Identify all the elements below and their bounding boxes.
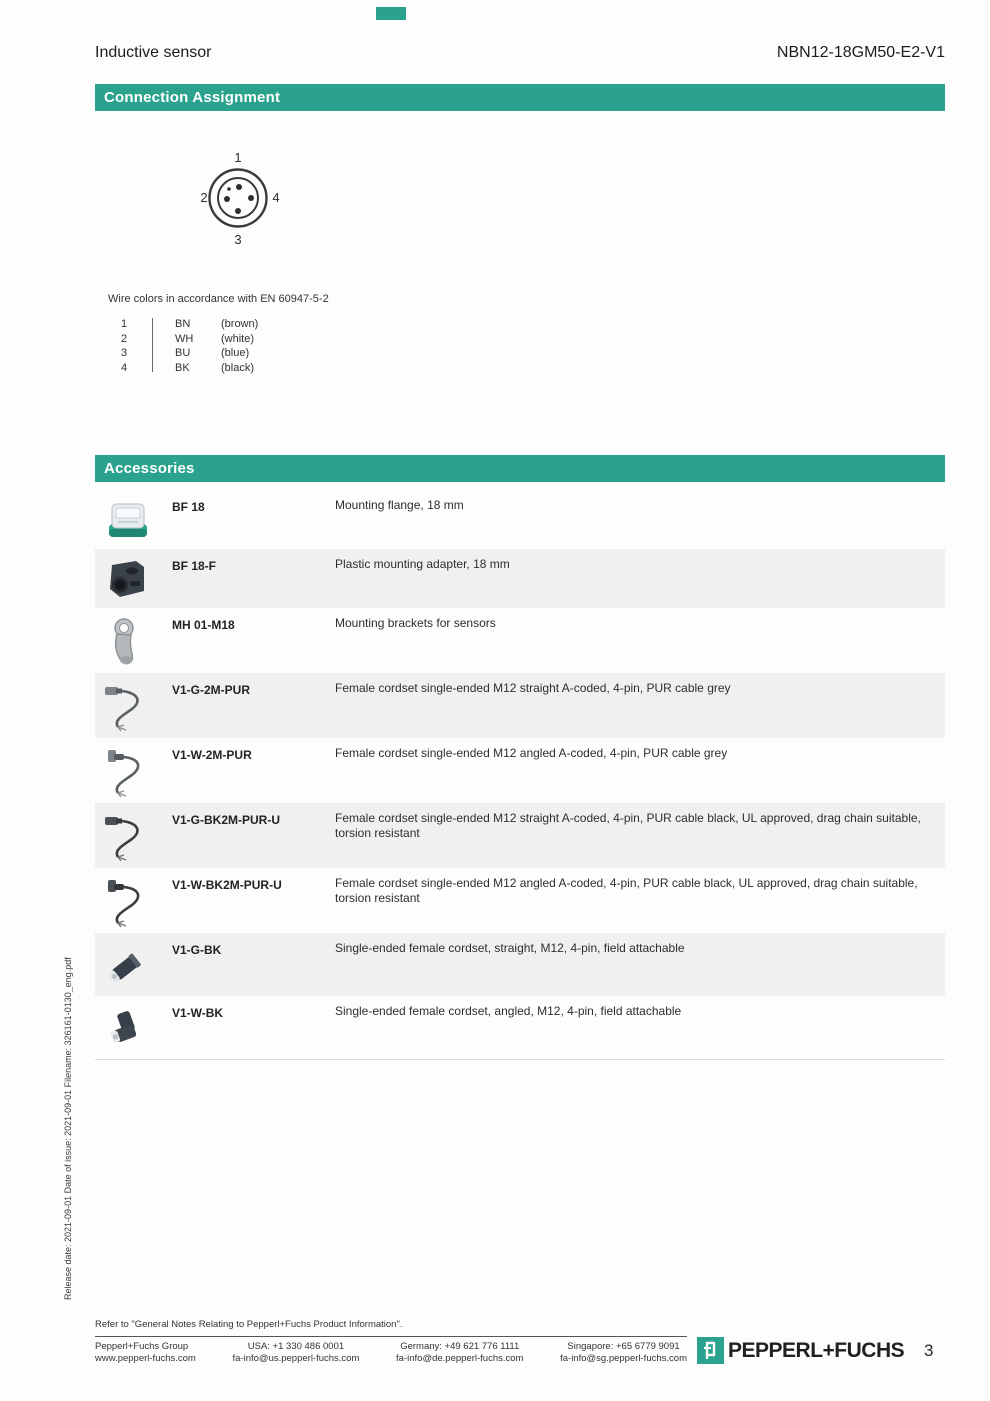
accessory-description: Mounting brackets for sensors: [335, 616, 496, 630]
table-row: [95, 996, 945, 1059]
wire-code: BU: [175, 347, 191, 359]
footer-divider: [95, 1336, 687, 1337]
page-number: 3: [924, 1341, 934, 1360]
accessory-description: Female cordset single-ended M12 angled A-coded, 4-pin, PUR cable grey: [335, 746, 728, 760]
wire-number: 4: [121, 361, 128, 374]
pin-label-3: 3: [234, 232, 242, 247]
connector-angled-image: [95, 1004, 172, 1059]
accessory-model: MH 01-M18: [172, 618, 235, 632]
wire-color: (white): [221, 332, 255, 345]
wire-color: (black): [221, 361, 255, 374]
flange-image: [95, 498, 172, 549]
footer-contact-germany: [396, 1341, 523, 1364]
accessory-model: V1-W-2M-PUR: [172, 748, 252, 762]
connector-straight-image: [95, 941, 172, 996]
footer-line: fa-info@us.pepperl-fuchs.com: [232, 1352, 360, 1364]
wire-colors-table: [118, 317, 338, 375]
footer-line: Germany: +49 621 776 1111: [400, 1341, 520, 1352]
pin-label-1: 1: [234, 150, 242, 165]
accessory-description: Single-ended female cordset, angled, M12, 4-pin, field attachable: [335, 1004, 682, 1018]
table-row: [95, 673, 945, 738]
section-header-accessories: Accessories: [95, 455, 945, 482]
pin-label-4: 4: [272, 190, 280, 205]
product-category: Inductive sensor: [95, 44, 212, 61]
footer-line: www.pepperl-fuchs.com: [95, 1352, 196, 1364]
pepperl-fuchs-logo: [697, 1337, 904, 1364]
brand-name: PEPPERL+FUCHS: [728, 1338, 905, 1362]
table-row: [95, 933, 945, 996]
accessory-model: BF 18: [172, 500, 205, 514]
accessories-table: [95, 490, 945, 1060]
product-model: NBN12-18GM50-E2-V1: [776, 44, 945, 61]
table-row: [95, 608, 945, 673]
footer-line: USA: +1 330 486 0001: [247, 1341, 345, 1352]
wire-code: BK: [175, 361, 190, 374]
accessory-model: V1-G-BK: [172, 943, 222, 957]
accessory-model: V1-W-BK2M-PUR-U: [172, 878, 282, 892]
footer-contact-group: [95, 1341, 196, 1364]
accessory-model: V1-G-2M-PUR: [172, 683, 251, 697]
table-row: [95, 868, 945, 933]
table-row: [95, 490, 945, 549]
cable-angled-grey-image: [95, 746, 172, 803]
accessory-description: Single-ended female cordset, straight, M12, 4-pin, field attachable: [335, 941, 685, 955]
cable-straight-grey-image: [95, 681, 172, 738]
accessory-description: Female cordset single-ended M12 straight A-coded, 4-pin, PUR cable black, UL approved, drag chain suitable, torsion resistant: [335, 811, 921, 840]
accessory-model: BF 18-F: [172, 559, 217, 573]
cable-straight-black-image: [95, 811, 172, 868]
wire-row: [118, 332, 338, 347]
table-row: [95, 803, 945, 868]
wire-row: [118, 317, 338, 332]
accessory-description: Plastic mounting adapter, 18 mm: [335, 557, 510, 571]
footer-line: fa-info@de.pepperl-fuchs.com: [396, 1352, 524, 1364]
footer-contact-usa: [233, 1341, 360, 1364]
footer-general-note: Refer to "General Notes Relating to Pepperl+Fuchs Product Information".: [95, 1319, 403, 1330]
wire-code: WH: [175, 332, 194, 345]
release-filename-note: Release date: 2021-09-01 Date of issue: 2021-09-01 Filename: 326161-0130_eng.pdf: [63, 957, 73, 1300]
footer-line: Pepperl+Fuchs Group: [95, 1341, 189, 1352]
footer-contact-singapore: [560, 1341, 687, 1364]
m12-connector-icon: [158, 142, 318, 254]
wire-color: (brown): [221, 318, 259, 330]
table-row: [95, 549, 945, 608]
accessory-description: Female cordset single-ended M12 straight A-coded, 4-pin, PUR cable grey: [335, 681, 731, 695]
bracket-image: [95, 616, 172, 673]
wire-colors-note: Wire colors in accordance with EN 60947-5-2: [108, 293, 329, 305]
wire-number: 3: [121, 347, 128, 359]
pin-label-2: 2: [200, 190, 208, 205]
accessory-model: V1-W-BK: [172, 1006, 224, 1020]
accessory-description: Female cordset single-ended M12 angled A-coded, 4-pin, PUR cable black, UL approved, drag chain suitable, torsion resistant: [335, 876, 918, 905]
adapter-image: [95, 557, 172, 608]
page-top-mark: [376, 7, 406, 20]
cable-angled-black-image: [95, 876, 172, 933]
wire-row: [118, 361, 338, 376]
pepperl-fuchs-logo-icon: [697, 1337, 724, 1364]
page-header: [95, 44, 945, 62]
accessory-model: V1-G-BK2M-PUR-U: [172, 813, 280, 827]
wire-number: 2: [121, 332, 128, 345]
wire-number: 1: [121, 318, 128, 330]
wire-color: (blue): [221, 347, 250, 359]
table-row: [95, 738, 945, 803]
wire-row: [118, 346, 338, 361]
connector-pinout-diagram: [158, 142, 318, 254]
wire-code: BN: [175, 318, 191, 330]
footer-line: fa-info@sg.pepperl-fuchs.com: [560, 1352, 687, 1364]
footer-line: Singapore: +65 6779 9091: [567, 1341, 680, 1352]
accessory-description: Mounting flange, 18 mm: [335, 498, 464, 512]
footer-contacts: [95, 1341, 687, 1364]
section-header-connection-assignment: Connection Assignment: [95, 84, 945, 111]
